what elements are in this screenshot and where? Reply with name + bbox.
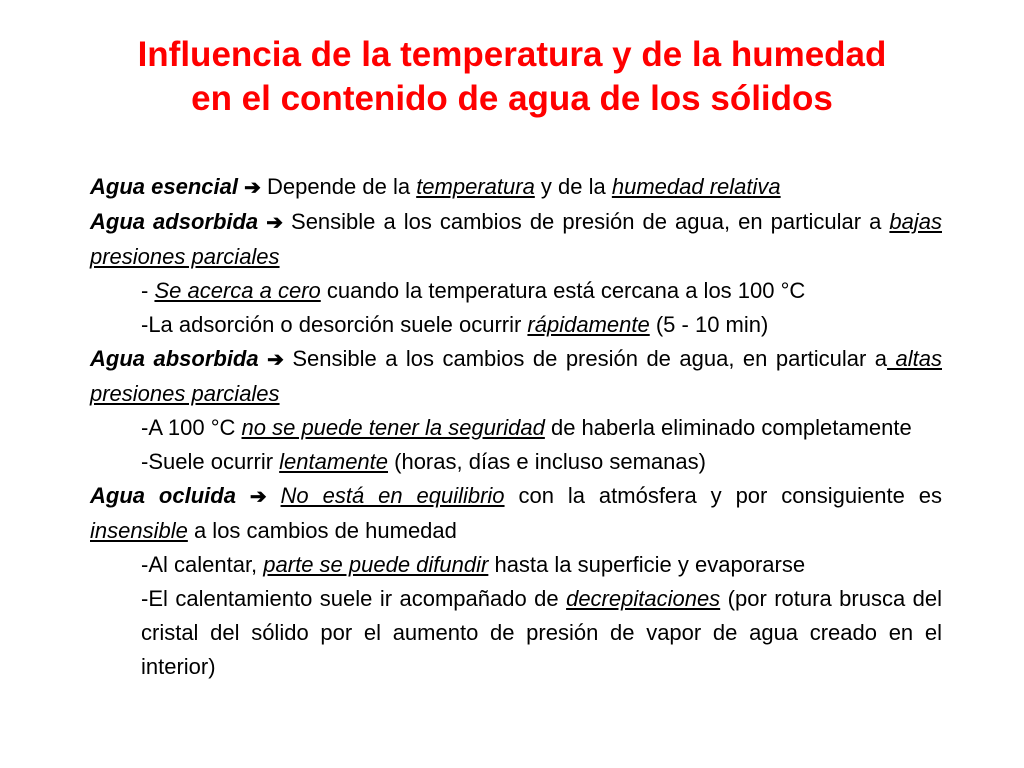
- text: (5 - 10 min): [649, 312, 769, 337]
- underlined-text: bajas presiones parciales: [90, 209, 942, 269]
- item-agua-adsorbida: [90, 205, 942, 274]
- term-agua-ocluida: Agua ocluida: [90, 483, 236, 508]
- item-agua-ocluida: [90, 479, 942, 548]
- slide-title-line2: en el contenido de agua de los sólidos: [191, 79, 833, 118]
- underlined-text: humedad relativa: [611, 174, 781, 199]
- underlined-text: parte se puede difundir: [263, 552, 489, 577]
- text: a los cambios de humedad: [187, 518, 457, 543]
- text: (por rotura brusca del cristal del sólido por el aumento de presión de vapor de agua creado en el interior): [141, 586, 942, 679]
- sub-item-adsorbida-1: [90, 274, 942, 308]
- underlined-text: lentamente: [279, 449, 389, 474]
- text: hasta la superficie y evaporarse: [488, 552, 806, 577]
- term-agua-absorbida: Agua absorbida: [90, 346, 259, 371]
- text: -Suele ocurrir: [141, 449, 280, 474]
- text: Sensible a los cambios de presión de agua, en particular a: [283, 346, 888, 371]
- text: y de la: [534, 174, 612, 199]
- text: -La adsorción o desorción suele ocurrir: [141, 312, 528, 337]
- sub-item-absorbida-1: [90, 411, 942, 445]
- slide-title: [60, 33, 964, 121]
- underlined-text: insensible: [90, 518, 188, 543]
- item-agua-esencial: [90, 170, 942, 205]
- underlined-text: temperatura: [416, 174, 535, 199]
- right-arrow-icon: ➔: [249, 486, 267, 508]
- underlined-text: no se puede tener la seguridad: [241, 415, 545, 440]
- text: (horas, días e incluso semanas): [388, 449, 706, 474]
- underlined-text: No está en equilibrio: [280, 483, 505, 508]
- underlined-text: decrepitaciones: [566, 586, 721, 611]
- text: -Al calentar,: [141, 552, 264, 577]
- text: -El calentamiento suele ir acompañado de: [141, 586, 567, 611]
- sub-item-ocluida-1: [90, 548, 942, 582]
- underlined-text: altas presiones parciales: [90, 346, 942, 406]
- underlined-text: Se acerca a cero: [154, 278, 321, 303]
- slide-title-line1: Influencia de la temperatura y de la humedad: [137, 35, 887, 74]
- text: de haberla eliminado completamente: [544, 415, 912, 440]
- sub-item-ocluida-2: [90, 582, 942, 684]
- text: Sensible a los cambios de presión de agua, en particular a: [282, 209, 890, 234]
- term-agua-esencial: Agua esencial: [90, 174, 238, 199]
- underlined-text: rápidamente: [527, 312, 650, 337]
- right-arrow-icon: ➔: [267, 349, 284, 371]
- text: [267, 483, 281, 508]
- term-agua-adsorbida: Agua adsorbida: [90, 209, 259, 234]
- item-agua-absorbida: [90, 342, 942, 411]
- right-arrow-icon: ➔: [266, 212, 283, 234]
- text: Depende de la: [260, 174, 417, 199]
- slide-body: [90, 170, 942, 684]
- text: con la atmósfera y por consiguiente es: [504, 483, 942, 508]
- text: -: [141, 278, 155, 303]
- right-arrow-icon: ➔: [244, 177, 261, 199]
- text: cuando la temperatura está cercana a los 100 °C: [320, 278, 806, 303]
- sub-item-adsorbida-2: [90, 308, 942, 342]
- sub-item-absorbida-2: [90, 445, 942, 479]
- text: -A 100 °C: [141, 415, 242, 440]
